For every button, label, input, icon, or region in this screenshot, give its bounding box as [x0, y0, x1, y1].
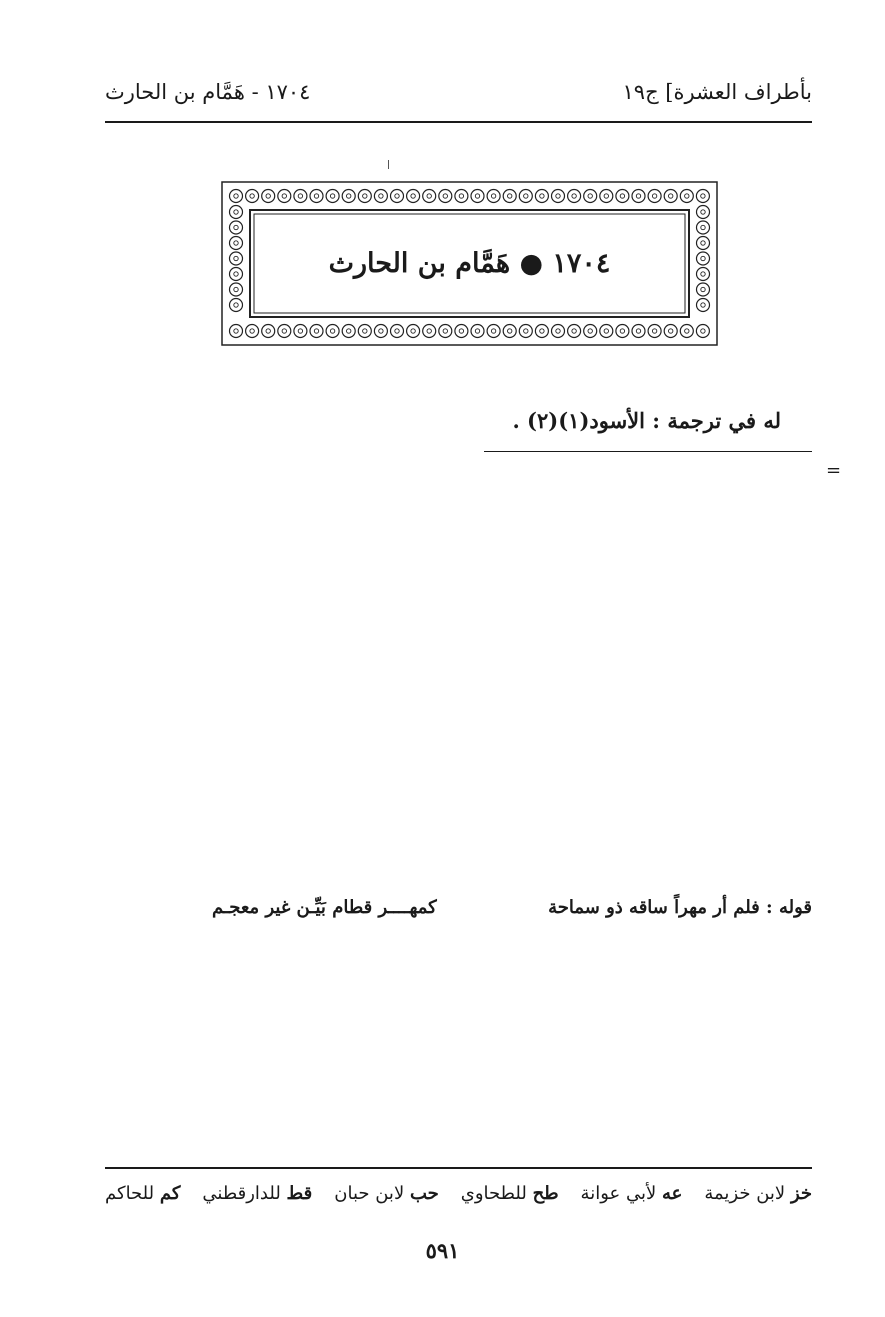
abbreviation-name: لأبي عوانة	[580, 1183, 657, 1204]
header-rule	[105, 121, 812, 123]
abbreviation-item	[105, 1183, 180, 1204]
alignment-tick	[388, 160, 389, 169]
footnote-separator	[484, 451, 812, 452]
abbreviation-name: للدارقطني	[202, 1183, 281, 1204]
header-book-title: بأطراف العشرة] ج١٩	[622, 80, 812, 104]
abbreviation-code: خز	[790, 1183, 812, 1204]
abbreviation-key	[105, 1183, 812, 1204]
abbreviation-item	[202, 1183, 312, 1204]
page-number: ٥٩١	[425, 1238, 460, 1263]
abbreviation-item	[334, 1183, 439, 1204]
continuation-mark: =	[826, 460, 842, 481]
abbreviation-item	[704, 1183, 812, 1204]
abbreviation-code: حب	[409, 1183, 439, 1204]
abbreviation-name: لابن خزيمة	[704, 1183, 786, 1204]
intro-line: له في ترجمة : الأسود(١)(٢) .	[512, 408, 781, 433]
abbreviation-item	[461, 1183, 559, 1204]
abbreviation-name: للطحاوي	[460, 1183, 527, 1204]
abbreviation-code: عه	[661, 1183, 683, 1204]
footer-rule	[105, 1167, 812, 1169]
abbreviation-name: لابن حبان	[334, 1183, 405, 1204]
abbreviation-code: كم	[159, 1183, 181, 1204]
entry-title: ١٧٠٤ ● هَمَّام بن الحارث	[328, 248, 611, 279]
abbreviation-item	[581, 1183, 683, 1204]
verse-second-hemistich: كمهــــر قطام بَيِّـن غير معجـم	[212, 897, 437, 918]
abbreviation-code: طح	[532, 1183, 559, 1204]
ornamental-title-frame	[221, 181, 718, 346]
abbreviation-code: قط	[286, 1183, 313, 1204]
running-header	[105, 76, 812, 108]
header-entry-title: ١٧٠٤ - هَمَّام بن الحارث	[105, 80, 311, 104]
verse-first-hemistich: قوله : فلم أر مهراً ساقه ذو سماحة	[548, 897, 812, 918]
abbreviation-name: للحاكم	[105, 1183, 155, 1204]
